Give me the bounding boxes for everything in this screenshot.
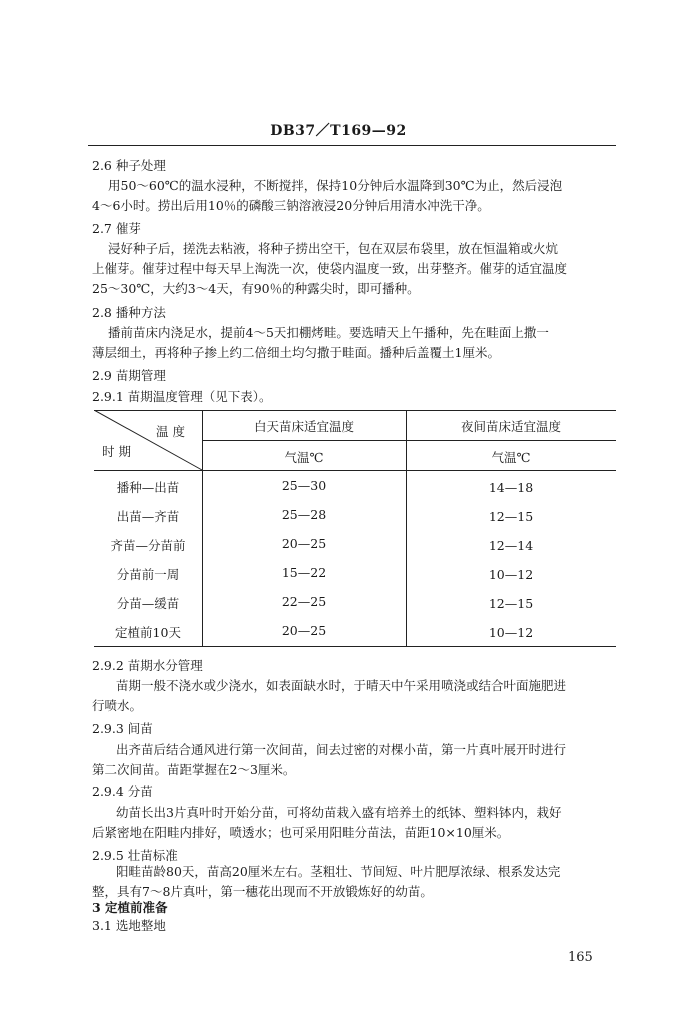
section-2-6-body — [92, 176, 563, 216]
column-header-day: 白天苗床适宜温度 — [253, 419, 354, 434]
corner-diagonal — [94, 410, 203, 471]
row-period: 播种—出苗 — [116, 480, 180, 495]
section-2-9-5-heading: 2.9.5 壮苗标准 — [92, 848, 178, 863]
section-2-7-body — [92, 239, 568, 299]
section-2-9-4-body — [92, 803, 562, 843]
text-line: 上催芽。催芽过程中每天早上淘洗一次，使袋内温度一致，出芽整齐。催芽的适宜温度 — [92, 261, 568, 276]
row-period: 定植前10天 — [115, 625, 181, 640]
row-night-temp: 10—12 — [488, 625, 534, 640]
text-line: 行喷水。 — [92, 698, 143, 713]
row-day-temp: 25—30 — [281, 478, 327, 493]
row-day-temp: 25—28 — [281, 507, 327, 522]
section-2-9-2-body — [92, 676, 567, 716]
row-period: 齐苗—分苗前 — [110, 538, 186, 553]
section-2-9-4-heading: 2.9.4 分苗 — [92, 784, 153, 799]
section-2-9-5-body — [92, 862, 561, 902]
column-unit-night: 气温℃ — [491, 450, 531, 465]
text-line: 薄层细土，再将种子掺上约二倍细土均匀撒于畦面。播种后盖覆土1厘米。 — [92, 345, 500, 360]
section-2-9-2-heading: 2.9.2 苗期水分管理 — [92, 658, 203, 673]
table-rule — [94, 646, 616, 647]
text-line: 4～6小时。捞出后用10％的磷酸三钠溶液浸20分钟后用清水冲洗干净。 — [92, 198, 490, 213]
text-line: 整，具有7～8片真叶，第一穗花出现而不开放锻炼好的幼苗。 — [92, 884, 433, 899]
text-line: 播前苗床内浇足水，提前4～5天扣棚烤畦。要选晴天上午播种，先在畦面上撒一 — [108, 325, 549, 340]
row-night-temp: 12—14 — [488, 538, 534, 553]
section-2-9-3-heading: 2.9.3 间苗 — [92, 721, 153, 736]
column-header-night: 夜间苗床适宜温度 — [460, 419, 561, 434]
text-line: 浸好种子后，搓洗去粘液，将种子捞出空干，包在双层布袋里，放在恒温箱或火炕 — [108, 241, 559, 256]
text-line: 后紧密地在阳畦内排好，喷透水；也可采用阳畦分苗法，苗距10×10厘米。 — [92, 825, 510, 840]
row-period: 分苗—缓苗 — [116, 596, 180, 611]
section-3-heading: 3 定植前准备 — [92, 900, 168, 915]
row-day-temp: 20—25 — [281, 536, 327, 551]
text-line: 苗期一般不浇水或少浇水，如表面缺水时，于晴天中午采用喷浇或结合叶面施肥进 — [116, 678, 567, 693]
corner-top-label: 温 度 — [156, 424, 185, 439]
text-line: 出齐苗后结合通风进行第一次间苗，间去过密的对棵小苗，第一片真叶展开时进行 — [116, 742, 567, 757]
corner-bottom-label: 时 期 — [102, 444, 131, 459]
document-code: DB37／T169—92 — [270, 123, 407, 139]
section-2-6-heading: 2.6 种子处理 — [92, 158, 166, 173]
text-line: 用50～60℃的温水浸种，不断搅拌，保持10分钟后水温降到30℃为止，然后浸泡 — [108, 178, 563, 193]
text-line: 阳畦苗龄80天，苗高20厘米左右。茎粗壮、节间短、叶片肥厚浓绿、根系发达完 — [116, 864, 561, 879]
section-2-7-heading: 2.7 催芽 — [92, 221, 141, 236]
row-period: 分苗前一周 — [116, 567, 180, 582]
section-2-9-1-heading: 2.9.1 苗期温度管理（见下表）。 — [92, 389, 272, 404]
column-unit-day: 气温℃ — [284, 450, 324, 465]
header-rule — [88, 145, 616, 146]
row-day-temp: 20—25 — [281, 623, 327, 638]
text-line: 25～30℃，大约3～4天，有90％的种露尖时，即可播种。 — [92, 281, 420, 296]
page-number: 165 — [568, 950, 593, 965]
table-rule — [202, 440, 616, 441]
text-line: 第二次间苗。苗距掌握在2～3厘米。 — [92, 762, 296, 777]
seedling-temperature-table — [94, 410, 616, 646]
text-line: 幼苗长出3片真叶时开始分苗，可将幼苗栽入盛有培养土的纸钵、塑料钵内，栽好 — [116, 805, 562, 820]
section-2-9-3-body — [92, 740, 567, 780]
section-2-8-heading: 2.8 播种方法 — [92, 305, 166, 320]
section-2-9-heading: 2.9 苗期管理 — [92, 368, 166, 383]
section-3-1-heading: 3.1 选地整地 — [92, 918, 166, 933]
row-night-temp: 10—12 — [488, 567, 534, 582]
row-period: 出苗—齐苗 — [116, 509, 180, 524]
row-day-temp: 22—25 — [281, 594, 327, 609]
section-2-8-body — [92, 323, 549, 363]
row-day-temp: 15—22 — [281, 565, 327, 580]
row-night-temp: 14—18 — [488, 480, 534, 495]
row-night-temp: 12—15 — [488, 509, 534, 524]
row-night-temp: 12—15 — [488, 596, 534, 611]
